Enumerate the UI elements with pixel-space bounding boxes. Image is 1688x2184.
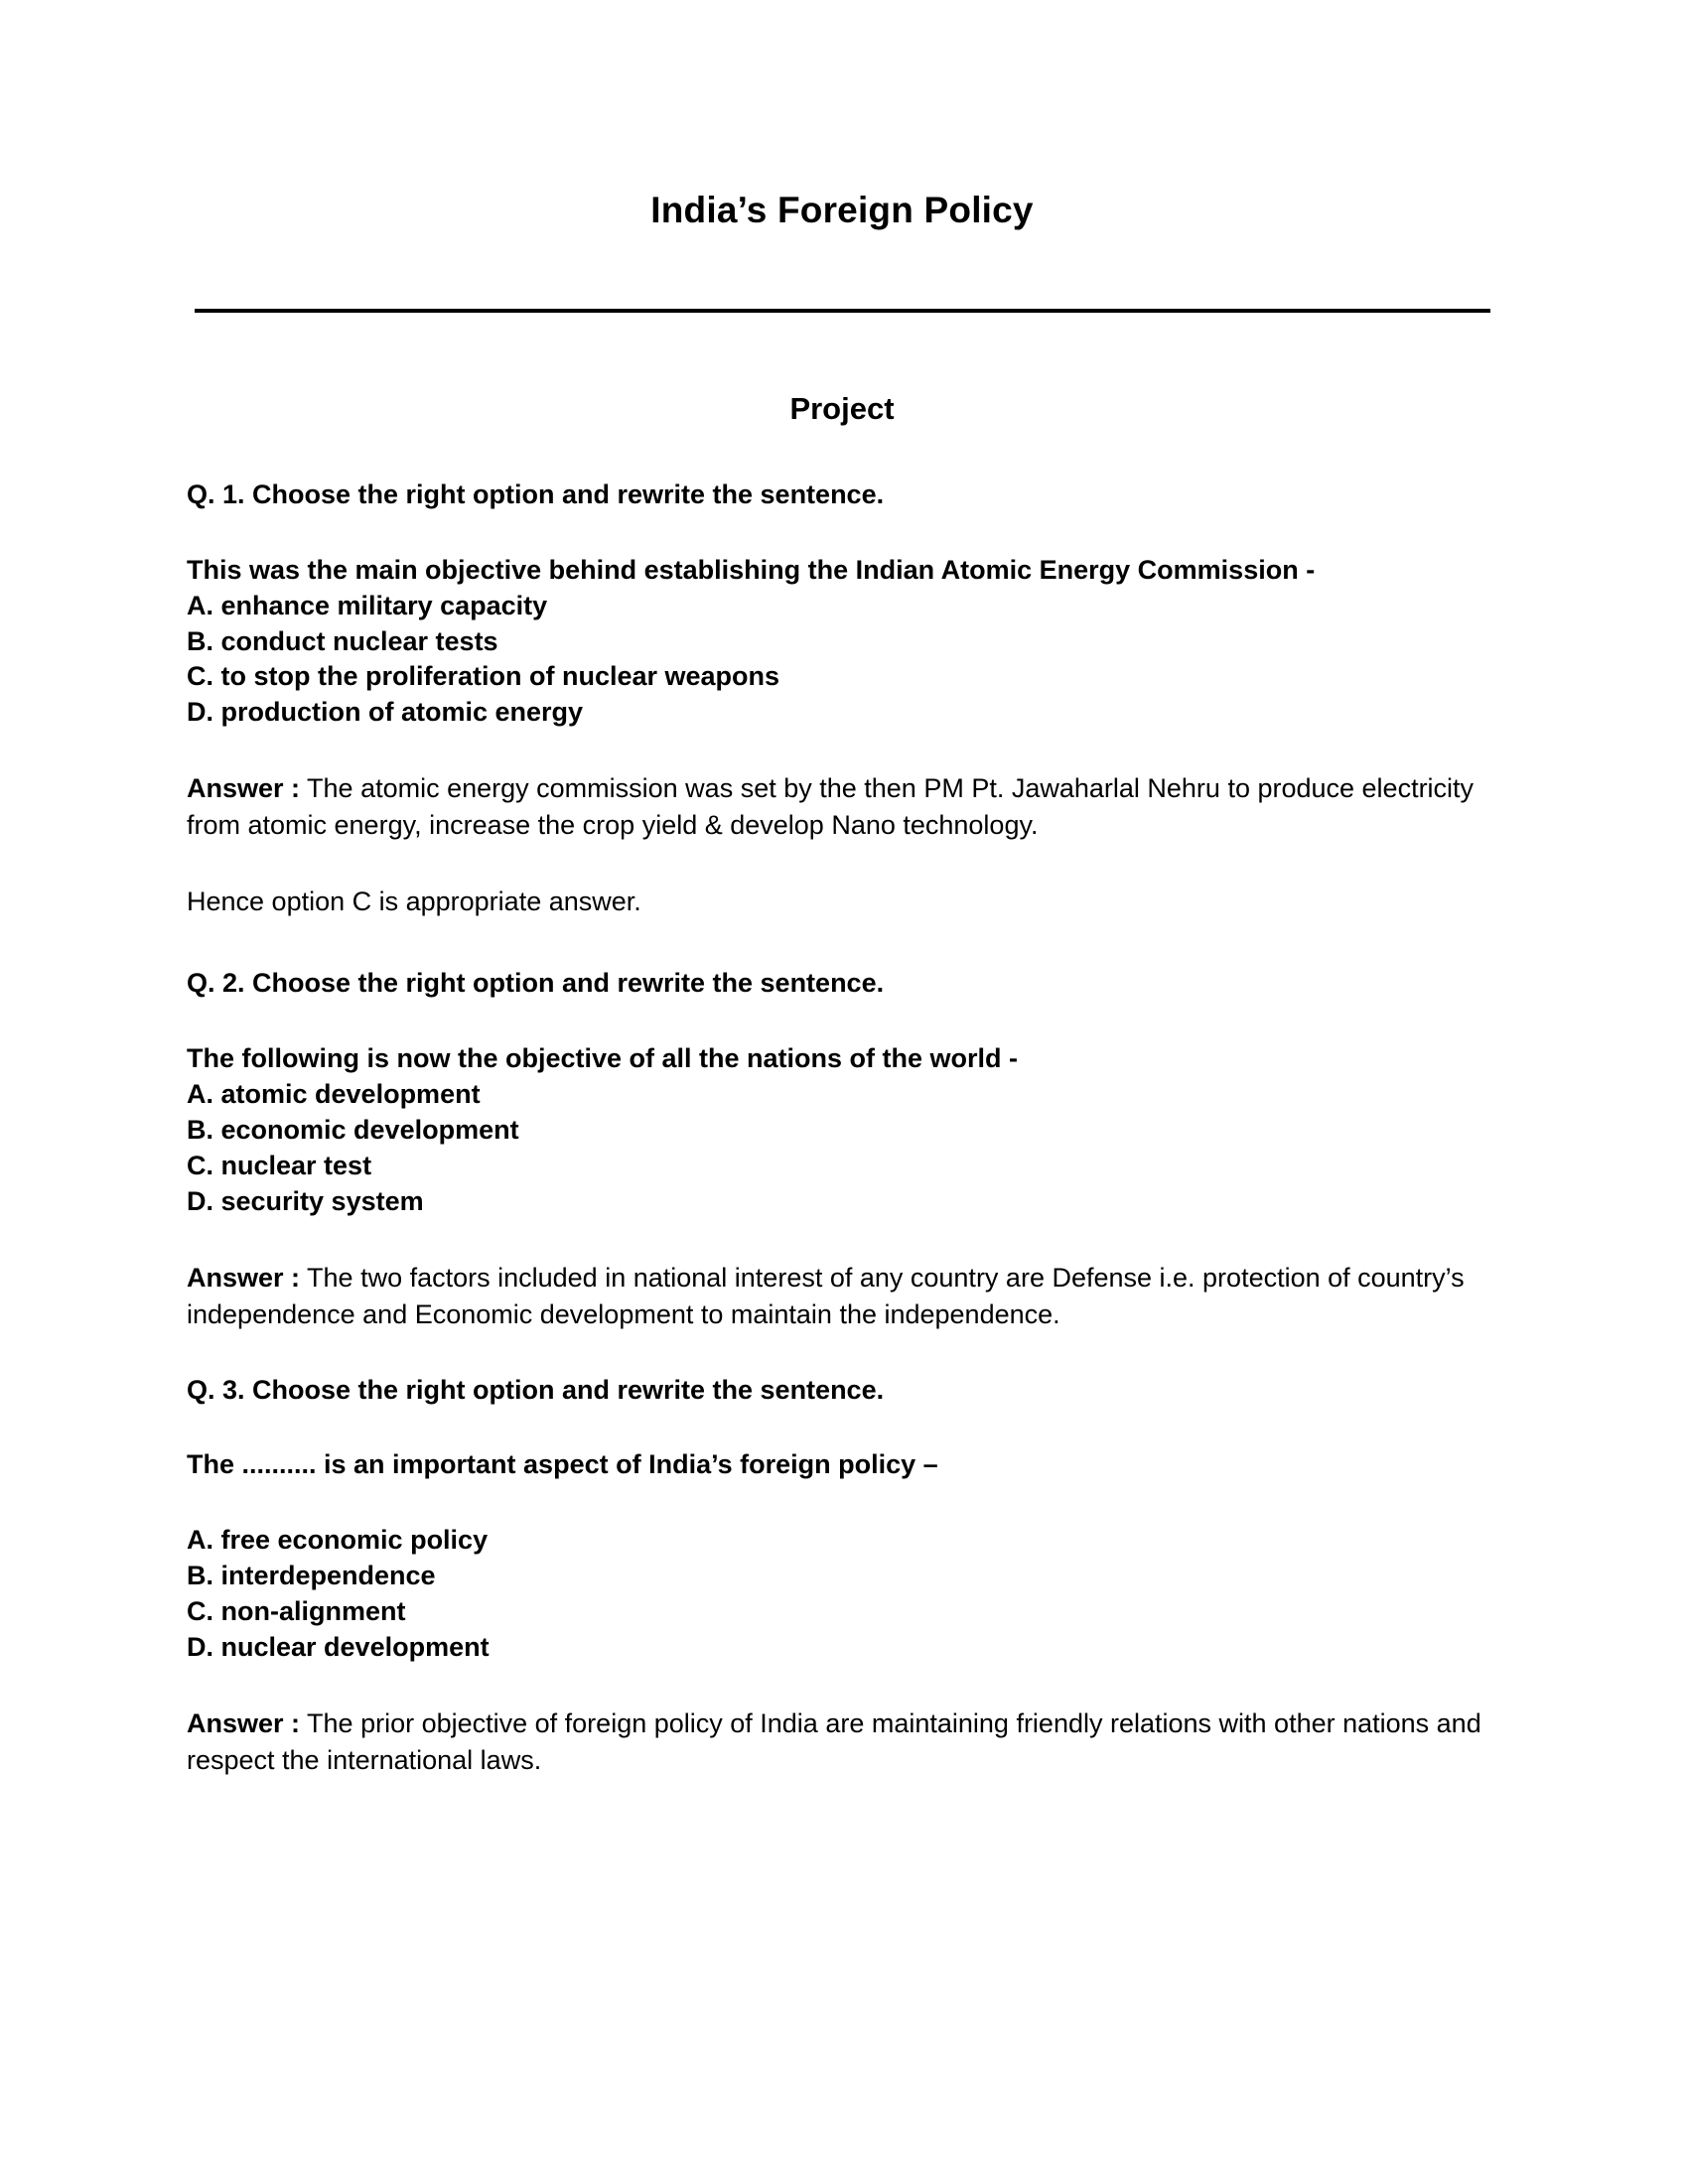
spacer <box>187 920 1497 966</box>
answer-text: The prior objective of foreign policy of India are maintaining friendly relations with other nations and respect the international laws. <box>187 1708 1481 1775</box>
question-block-3 <box>187 1373 1497 1779</box>
option-item[interactable]: A. atomic development <box>187 1078 481 1109</box>
document-content <box>187 0 1497 1779</box>
spacer <box>187 1002 1497 1041</box>
options-list-2 <box>187 1077 1497 1220</box>
option-item[interactable]: D. production of atomic energy <box>187 697 584 728</box>
option-item[interactable]: B. economic development <box>187 1114 519 1145</box>
option-item[interactable]: C. nuclear test <box>187 1150 372 1180</box>
option-item[interactable]: B. interdependence <box>187 1561 436 1591</box>
question-stem-2: The following is now the objective of all the nations of the world - <box>187 1043 1019 1074</box>
option-item[interactable]: C. to stop the proliferation of nuclear weapons <box>187 661 780 692</box>
option-item[interactable]: B. conduct nuclear tests <box>187 625 498 656</box>
title-divider <box>195 309 1490 313</box>
section-heading: Project <box>789 390 895 426</box>
question-prompt-2: Q. 2. Choose the right option and rewrite the sentence. <box>187 968 885 999</box>
spacer <box>187 1220 1497 1260</box>
answer-label: Answer : <box>187 1262 301 1293</box>
spacer <box>187 1483 1497 1523</box>
question-block-1 <box>187 478 1497 920</box>
options-list-3 <box>187 1523 1497 1666</box>
question-prompt-1: Q. 1. Choose the right option and rewrite the sentence. <box>187 478 885 509</box>
answer-label: Answer : <box>187 1708 301 1739</box>
options-list-1 <box>187 589 1497 732</box>
spacer <box>187 513 1497 553</box>
spacer <box>187 1333 1497 1373</box>
answer-block-3 <box>187 1706 1497 1779</box>
spacer <box>187 731 1497 770</box>
page-title: India’s Foreign Policy <box>650 190 1034 230</box>
question-stem-1: This was the main objective behind establishing the Indian Atomic Energy Commission - <box>187 554 1316 585</box>
option-item[interactable]: C. non-alignment <box>187 1596 406 1627</box>
answer-text: The two factors included in national interest of any country are Defense i.e. protection of country’s independence and Economic development to maintain the independence. <box>187 1262 1465 1329</box>
answer-note-1: Hence option C is appropriate answer. <box>187 887 641 917</box>
answer-text: The atomic energy commission was set by the then PM Pt. Jawaharlal Nehru to produce electricity from atomic energy, increase the crop yield & develop Nano technology. <box>187 773 1475 841</box>
question-prompt-3: Q. 3. Choose the right option and rewrite the sentence. <box>187 1374 885 1405</box>
question-stem-3: The .......... is an important aspect of India’s foreign policy – <box>187 1449 938 1480</box>
option-item[interactable]: D. nuclear development <box>187 1632 490 1663</box>
answer-block-1 <box>187 770 1497 844</box>
answer-block-2 <box>187 1260 1497 1333</box>
option-item[interactable]: D. security system <box>187 1185 424 1216</box>
spacer <box>187 1666 1497 1706</box>
option-item[interactable]: A. free economic policy <box>187 1525 489 1556</box>
question-block-2 <box>187 966 1497 1332</box>
spacer <box>187 844 1497 884</box>
option-item[interactable]: A. enhance military capacity <box>187 590 548 620</box>
spacer <box>187 426 1497 478</box>
spacer <box>187 1408 1497 1447</box>
answer-label: Answer : <box>187 773 301 804</box>
